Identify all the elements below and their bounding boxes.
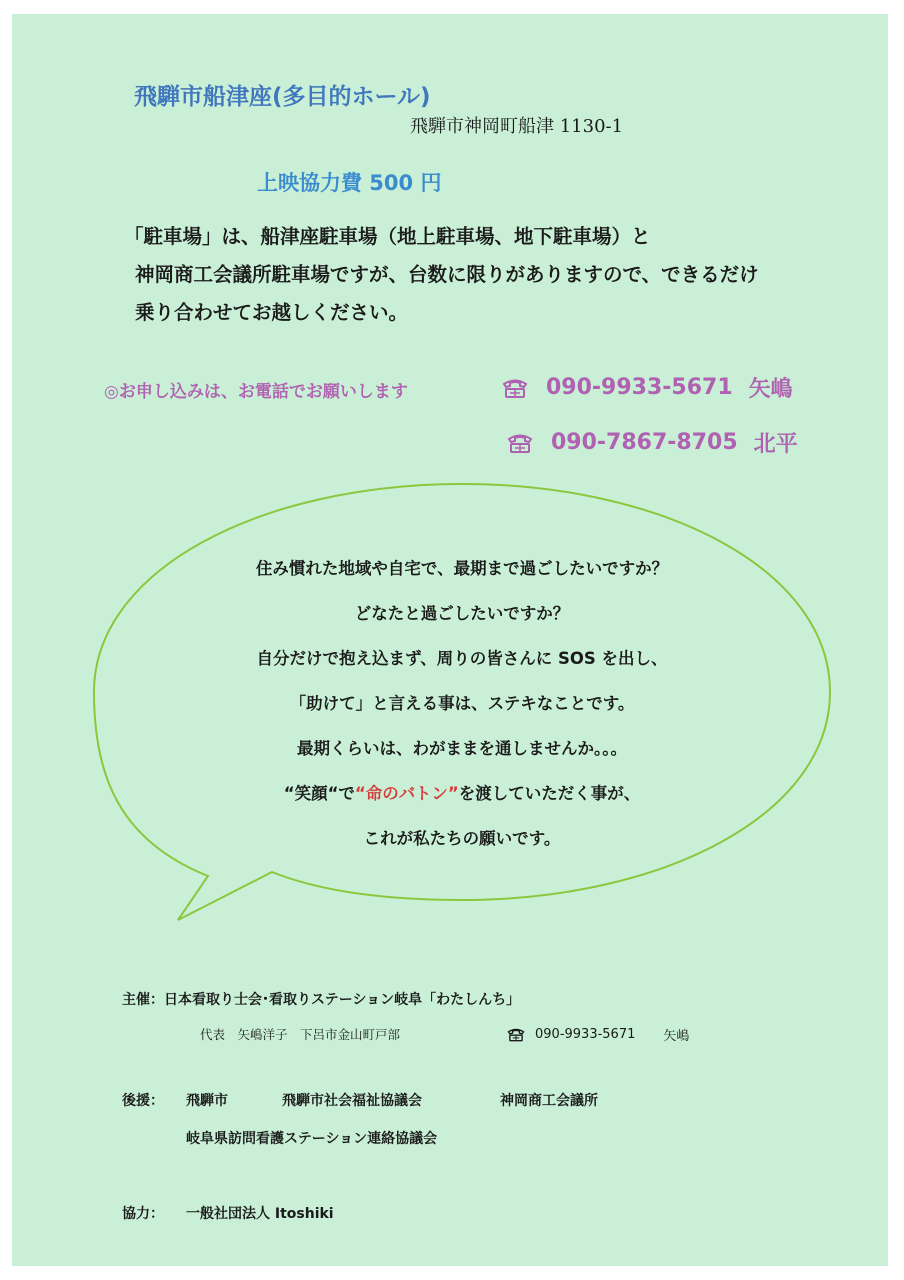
venue-address: 飛騨市神岡町船津 1130-1: [410, 116, 624, 137]
representative: 代表 矢嶋洋子 下呂市金山町戸部: [200, 1027, 401, 1042]
message-line: [162, 771, 762, 816]
phone-number: 090-7867-8705: [551, 430, 738, 455]
message-line: 自分だけで抱え込まず、周りの皆さんに SOS を出し、: [256, 649, 668, 668]
contact-name: 矢嶋: [663, 1029, 690, 1044]
message-line: どなたと過ごしたいですか？: [354, 604, 570, 623]
cooperation-org: 一般社団法人 Itoshiki: [186, 1206, 334, 1222]
telephone-icon: [507, 1027, 525, 1042]
bubble-message: [162, 546, 762, 861]
representative-phone: [507, 1025, 689, 1044]
contact-phone-1: [502, 372, 793, 403]
phone-number: 090-9933-5671: [546, 375, 733, 400]
flyer-page: [12, 14, 888, 1266]
supporter: 飛騨市社会福祉協議会: [282, 1093, 422, 1109]
contact-phone-2: [507, 427, 798, 458]
cooperation-label: 協力：: [122, 1206, 164, 1222]
support-label: 後援：: [122, 1093, 164, 1109]
application-note: ◎お申し込みは、お電話でお願いします: [104, 382, 408, 402]
parking-line: 「駐車場」は、船津座駐車場（地上駐車場、地下駐車場）と: [124, 225, 651, 248]
supporter: 神岡商工会議所: [500, 1093, 598, 1109]
telephone-icon: [502, 377, 528, 399]
highlight-text: “命のバトン”: [354, 784, 459, 803]
parking-notice: [124, 218, 759, 332]
contact-name: 矢嶋: [748, 377, 793, 402]
organizer: 主催：日本看取り士会･看取りステーション岐阜「わたしんち」: [122, 992, 521, 1008]
message-text: “笑顔“で: [283, 784, 355, 803]
telephone-icon: [507, 432, 533, 454]
supporter: 飛騨市: [186, 1093, 228, 1109]
venue-name: 飛騨市船津座(多目的ホール): [134, 84, 431, 110]
contact-name: 北平: [753, 432, 798, 457]
supporter: 岐阜県訪問看護ステーション連絡協議会: [186, 1131, 438, 1147]
phone-number: 090-9933-5671: [535, 1027, 636, 1042]
message-line: 最期くらいは、わがままを通しませんか。。。: [297, 739, 627, 758]
parking-line: 乗り合わせてお越しください。: [135, 301, 409, 324]
message-line: これが私たちの願いです。: [363, 829, 561, 848]
screening-fee: 上映協力費 500 円: [257, 171, 442, 195]
parking-line: 神岡商工会議所駐車場ですが、台数に限りがありますので、できるだけ: [135, 263, 759, 286]
message-text: を渡していただく事が、: [458, 784, 641, 803]
message-line: 「助けて」と言える事は、ステキなことです。: [289, 694, 635, 713]
message-line: 住み慣れた地域や自宅で、最期まで過ごしたいですか？: [255, 559, 669, 578]
